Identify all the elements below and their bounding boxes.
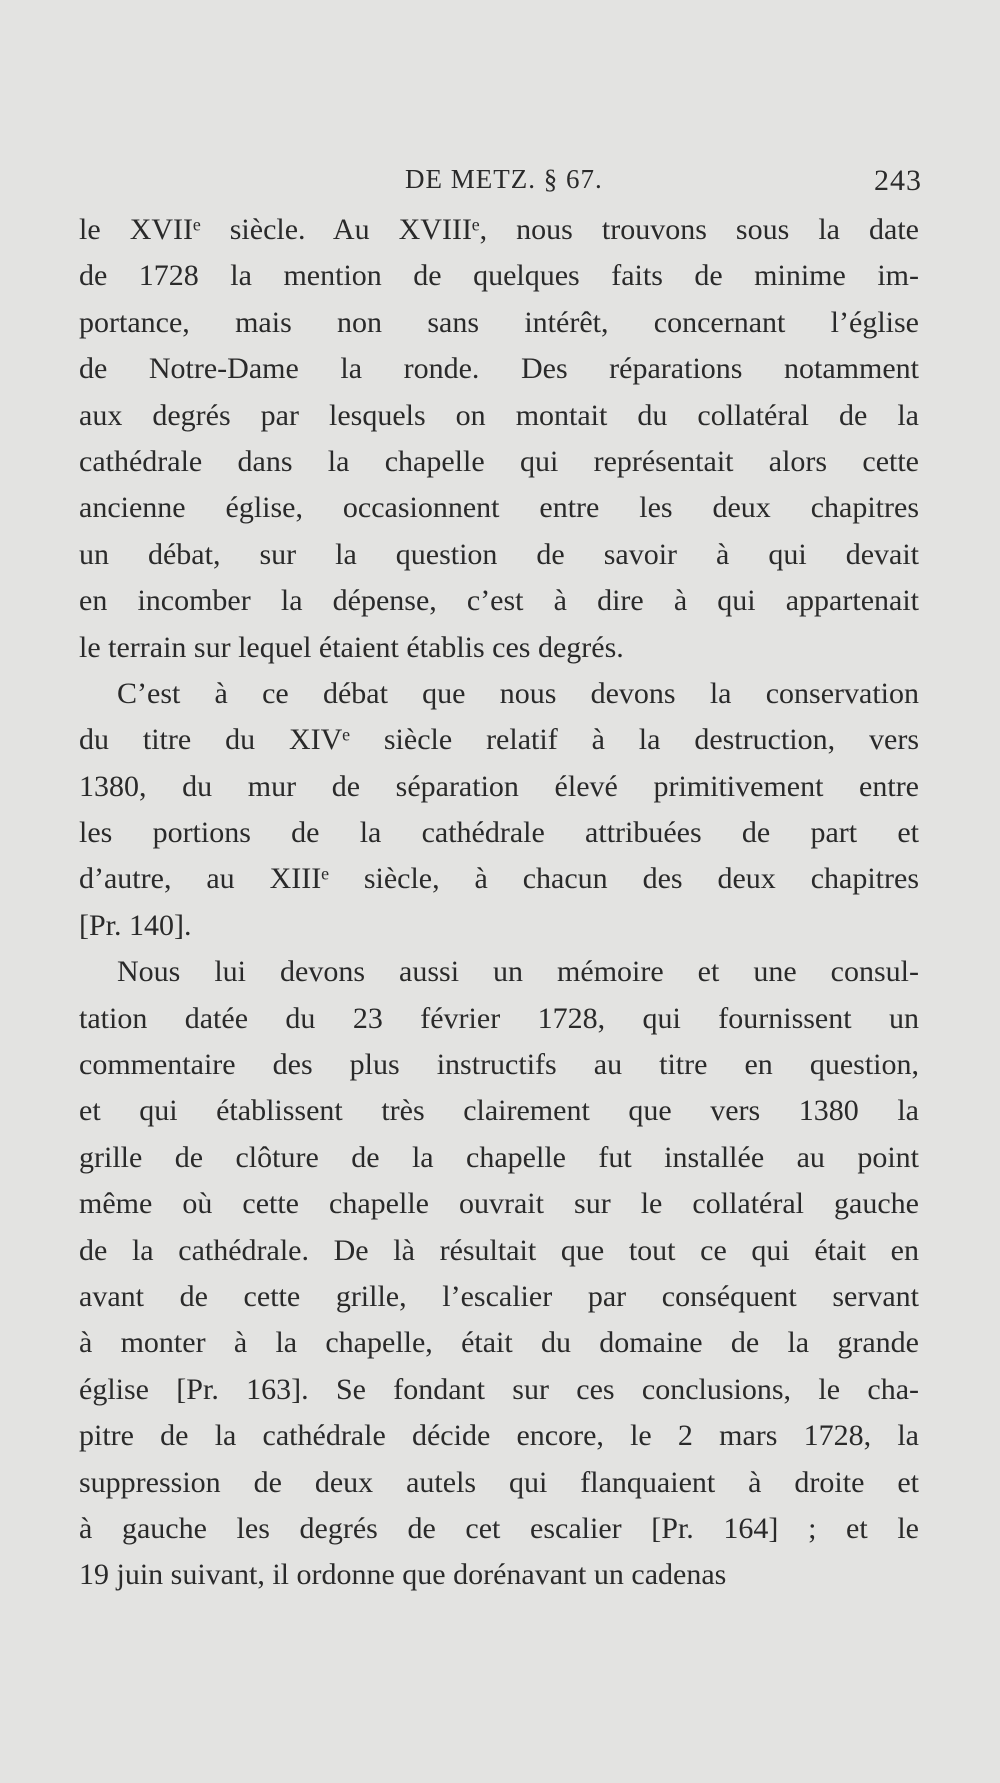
text-line: église [Pr. 163]. Se fondant sur ces conclusions, le cha- <box>79 1372 919 1406</box>
text-line: tation datée du 23 février 1728, qui fournissent un <box>79 1001 919 1035</box>
body-text <box>79 207 919 1599</box>
text-line: aux degrés par lesquels on montait du collatéral de la <box>79 398 919 432</box>
text-line: [Pr. 140]. <box>79 908 192 942</box>
text-line: cathédrale dans la chapelle qui représentait alors cette <box>79 444 919 478</box>
text-line: suppression de deux autels qui flanquaient à droite et <box>79 1465 919 1499</box>
text-line: grille de clôture de la chapelle fut installée au point <box>79 1140 919 1174</box>
text-line: de la cathédrale. De là résultait que tout ce qui était en <box>79 1233 919 1267</box>
text-line: de Notre-Dame la ronde. Des réparations notamment <box>79 352 919 386</box>
text-line: le terrain sur lequel étaient établis ces degrés. <box>79 630 624 664</box>
text-line: à gauche les degrés de cet escalier [Pr. 164] ; et le <box>79 1511 919 1545</box>
text-line: et qui établissent très clairement que vers 1380 la <box>79 1094 919 1128</box>
text-line: avant de cette grille, l’escalier par conséquent servant <box>79 1279 919 1313</box>
text-line: 19 juin suivant, il ordonne que dorénavant un cadenas <box>79 1558 727 1592</box>
text-line: les portions de la cathédrale attribuées de part et <box>79 816 919 850</box>
text-line: pitre de la cathédrale décide encore, le 2 mars 1728, la <box>79 1419 919 1453</box>
text-line: un débat, sur la question de savoir à qui devait <box>79 537 919 571</box>
text-line: commentaire des plus instructifs au titre en question, <box>79 1048 919 1082</box>
text-line: ancienne église, occasionnent entre les deux chapitres <box>79 491 919 525</box>
page-number: 243 <box>874 164 922 197</box>
text-line: portance, mais non sans intérêt, concernant l’église <box>79 305 919 339</box>
text-line: 1380, du mur de séparation élevé primitivement entre <box>79 769 919 803</box>
text-line: Nous lui devons aussi un mémoire et une consul- <box>117 955 919 989</box>
paragraph <box>79 207 919 671</box>
text-line: en incomber la dépense, c’est à dire à qui appartenait <box>79 584 919 618</box>
text-line: C’est à ce débat que nous devons la conservation <box>117 676 919 710</box>
text-line: à monter à la chapelle, était du domaine de la grande <box>79 1326 919 1360</box>
text-line: le XVIIᵉ siècle. Au XVIIIᵉ, nous trouvons sous la date <box>79 213 919 246</box>
text-line: d’autre, au XIIIᵉ siècle, à chacun des deux chapitres <box>79 862 919 896</box>
text-line: du titre du XIVᵉ siècle relatif à la destruction, vers <box>79 723 919 757</box>
running-title: DE METZ. § 67. <box>405 164 603 194</box>
text-line: même où cette chapelle ouvrait sur le collatéral gauche <box>79 1187 919 1221</box>
paragraph <box>79 671 919 949</box>
paragraph <box>79 949 919 1598</box>
running-header <box>0 164 1000 204</box>
text-line: de 1728 la mention de quelques faits de minime im- <box>79 259 919 293</box>
